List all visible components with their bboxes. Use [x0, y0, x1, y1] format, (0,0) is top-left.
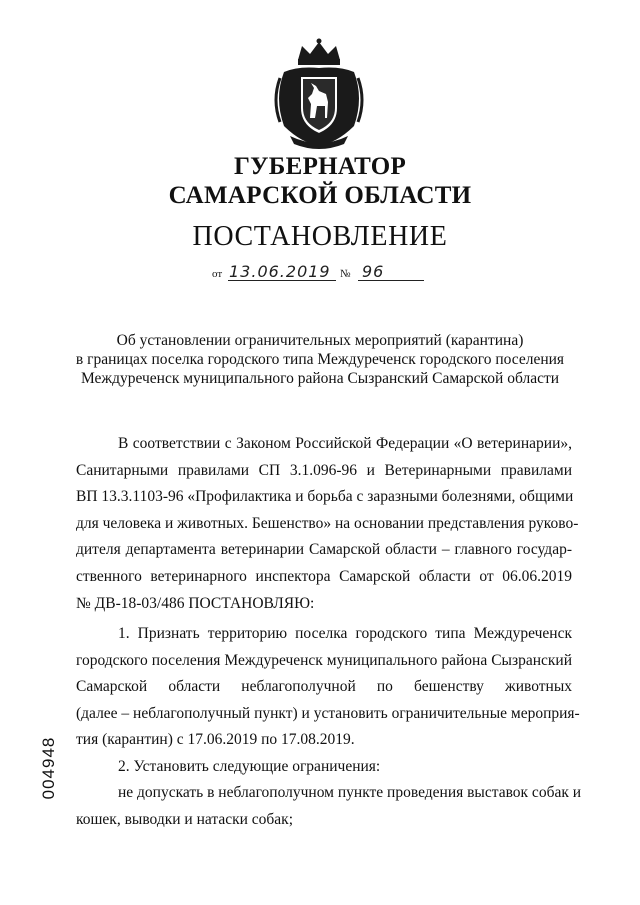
- subject-line: Междуреченск муниципального района Сызранский Самарской области: [80, 370, 560, 387]
- body-line: ственного ветеринарного инспектора Самарской области от 06.06.2019: [76, 567, 572, 585]
- body-line: Санитарными правилами СП 3.1.096-96 и Ветеринарными правилами: [76, 461, 572, 479]
- date-number-line: [212, 262, 452, 284]
- subject-line: в границах поселка городского типа Междуреченск городского поселения: [75, 351, 565, 368]
- body-line: № ДВ-18-03/486 ПОСТАНОВЛЯЮ:: [76, 594, 315, 612]
- body-line: 1. Признать территорию поселка городского типа Междуреченск: [118, 625, 572, 642]
- body-line: дителя департамента ветеринарии Самарской области – главного государ-: [76, 541, 572, 559]
- body-line: кошек, выводки и натаски собак;: [76, 810, 294, 828]
- date-label: от: [212, 268, 223, 280]
- handwritten-number: 96: [362, 262, 385, 281]
- handwritten-date: 13.06.2019: [229, 262, 331, 281]
- serial-number: 004948: [39, 736, 58, 800]
- issuer-region: САМАРСКОЙ ОБЛАСТИ: [168, 182, 472, 209]
- body-line: не допускать в неблагополучном пункте проведения выставок собак и: [118, 784, 582, 801]
- date-underline: [228, 280, 336, 281]
- number-label: №: [340, 268, 351, 280]
- body-line: В соответствии с Законом Российской Федерации «О ветеринарии»,: [118, 435, 572, 452]
- serial-stamp: [28, 728, 68, 810]
- coat-of-arms-icon: [270, 38, 368, 150]
- body-line: для человека и животных. Бешенство» на основании представления руково-: [76, 514, 579, 532]
- document-subject: [40, 331, 600, 388]
- item-2-subitem: [76, 780, 582, 833]
- issuer-title: ГУБЕРНАТОР: [233, 153, 407, 180]
- preamble-paragraph: [76, 431, 579, 617]
- document-type: ПОСТАНОВЛЕНИЕ: [192, 221, 448, 252]
- subject-line: Об установлении ограничительных мероприятий (карантина): [116, 332, 524, 349]
- body-line: ВП 13.3.1103-96 «Профилактика и борьба с заразными болезнями, общими: [76, 488, 574, 506]
- number-underline: [358, 280, 424, 281]
- body-line: (далее – неблагополучный пункт) и установить ограничительные мероприя-: [76, 704, 580, 722]
- item-1-paragraph: [76, 621, 580, 754]
- body-line: городского поселения Междуреченск муниципального района Сызранский: [76, 651, 572, 669]
- body-line: 2. Установить следующие ограничения:: [118, 758, 381, 775]
- body-line: тия (карантин) с 17.06.2019 по 17.08.2019.: [76, 731, 355, 749]
- item-2-paragraph: [76, 754, 572, 781]
- body-line: Самарской области неблагополучной по бешенству животных: [76, 678, 572, 696]
